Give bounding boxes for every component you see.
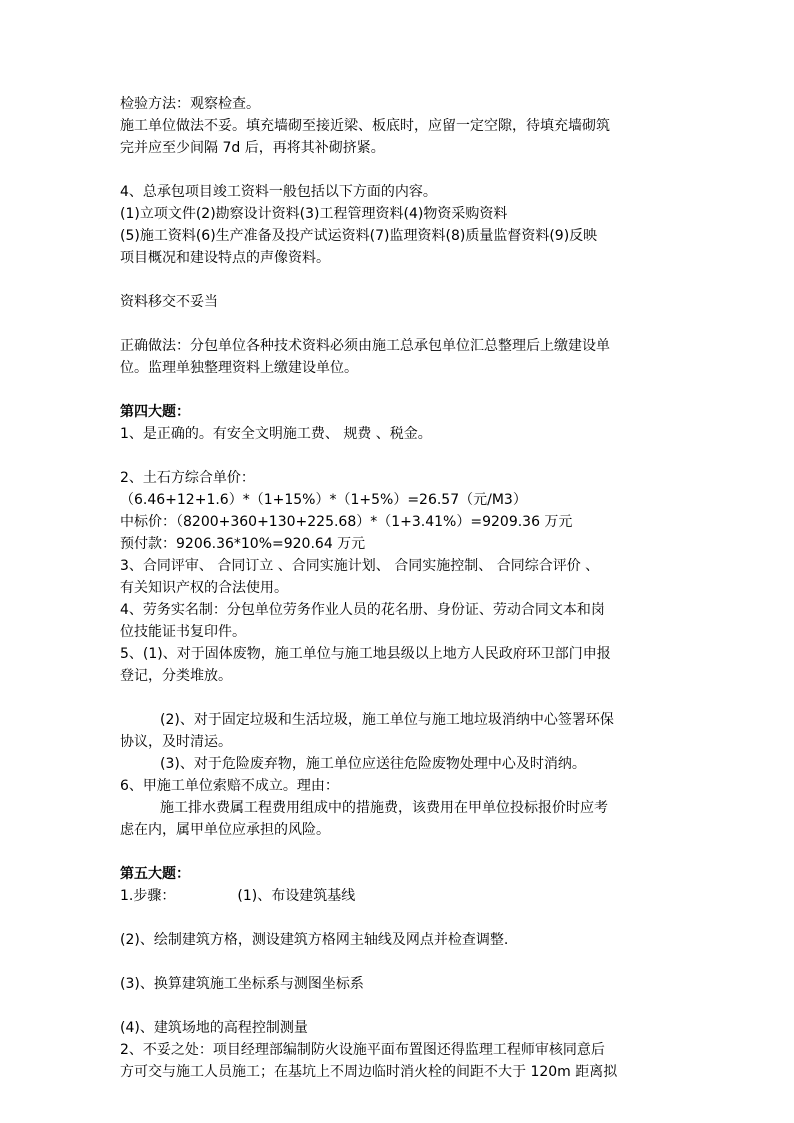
step-2: (2)、绘制建筑方格，测设建筑方格网主轴线及网点并检查调整. — [120, 932, 509, 948]
document-page — [120, 93, 680, 1083]
spacer — [120, 313, 680, 335]
q4-4-line-2: 位技能证书复印件。 — [120, 624, 246, 640]
construction-practice-line: 施工单位做法不妥。填充墙砌至接近梁、板底时，应留一定空隙，待填充墙砌筑 — [120, 118, 610, 134]
q4-6-reason: 施工排水费属工程费用组成中的措施费，该费用在甲单位投标报价时应考 — [160, 800, 608, 816]
q5-2-line: 2、不妥之处：项目经理部编制防火设施平面布置图还得监理工程师审核同意后 — [120, 1042, 605, 1058]
docs-list-line-3: 项目概况和建设特点的声像资料。 — [120, 250, 330, 266]
docs-list-line-2: (5)施工资料(6)生产准备及投产试运资料(7)监理资料(8)质量监督资料(9)反映 — [120, 228, 598, 244]
spacer — [120, 687, 680, 709]
section-five-heading: 第五大题： — [120, 866, 190, 882]
q4-1-line: 1、是正确的。有安全文明施工费、 规费 、税金。 — [120, 426, 432, 442]
q4-4-line: 4、劳务实名制：分包单位劳务作业人员的花名册、身份证、劳动合同文本和岗 — [120, 602, 605, 618]
unit-price-formula: （6.46+12+1.6）*（1+15%）*（1+5%）=26.57（元/M3） — [120, 492, 527, 508]
q4-6-reason-cont: 虑在内，属甲单位应承担的风险。 — [120, 822, 330, 838]
correct-practice-line: 正确做法：分包单位各种技术资料必须由施工总承包单位汇总整理后上缴建设单 — [120, 338, 610, 354]
q4-5-item-3: (3)、对于危险废弃物，施工单位应送往危险废物处理中心及时消纳。 — [160, 756, 586, 772]
spacer — [120, 841, 680, 863]
q4-5-line: 5、(1)、对于固体废物，施工单位与施工地县级以上地方人民政府环卫部门申报 — [120, 646, 611, 662]
step-4: (4)、建筑场地的高程控制测量 — [120, 1020, 308, 1036]
step-1: (1)、布设建筑基线 — [237, 888, 356, 904]
q4-3-line: 3、合同评审、 合同订立 、合同实施计划、 合同实施控制、 合同综合评价 、 — [120, 558, 600, 574]
bid-price-formula: 中标价：（8200+360+130+225.68）*（1+3.41%）=9209.36 万元 — [120, 514, 573, 530]
spacer — [120, 951, 680, 973]
correct-practice-line-2: 位。监理单独整理资料上缴建设单位。 — [120, 360, 358, 376]
q4-5-line-2: 登记，分类堆放。 — [120, 668, 232, 684]
steps-label: 1.步骤： — [120, 888, 176, 904]
completion-docs-line: 4、总承包项目竣工资料一般包括以下方面的内容。 — [120, 184, 437, 200]
construction-practice-line-2: 完并应至少间隔 7d 后，再将其补砌挤紧。 — [120, 140, 385, 156]
q5-1-line — [120, 885, 680, 907]
q4-6-line: 6、甲施工单位索赔不成立。理由： — [120, 778, 339, 794]
section-four-heading: 第四大题： — [120, 404, 190, 420]
q4-3-line-2: 有关知识产权的合法使用。 — [120, 580, 288, 596]
docs-list-line-1: (1)立项文件(2)勘察设计资料(3)工程管理资料(4)物资采购资料 — [120, 206, 508, 222]
q5-2-line-2: 方可交与施工人员施工；在基坑上不周边临时消火栓的间距不大于 120m 距离拟 — [120, 1064, 618, 1080]
handover-improper-line: 资料移交不妥当 — [120, 294, 218, 310]
spacer — [120, 269, 680, 291]
advance-payment-formula: 预付款：9206.36*10%=920.64 万元 — [120, 536, 366, 552]
q4-5-item-2: (2)、对于固定垃圾和生活垃圾，施工单位与施工地垃圾消纳中心签署环保 — [160, 712, 614, 728]
step-3: (3)、换算建筑施工坐标系与测图坐标系 — [120, 976, 364, 992]
spacer — [120, 995, 680, 1017]
spacer — [120, 159, 680, 181]
spacer — [120, 379, 680, 401]
q4-2-line: 2、土石方综合单价： — [120, 470, 255, 486]
q4-5-item-2-cont: 协议，及时清运。 — [120, 734, 232, 750]
spacer — [120, 907, 680, 929]
inspection-method-line: 检验方法：观察检查。 — [120, 96, 260, 112]
spacer — [120, 445, 680, 467]
